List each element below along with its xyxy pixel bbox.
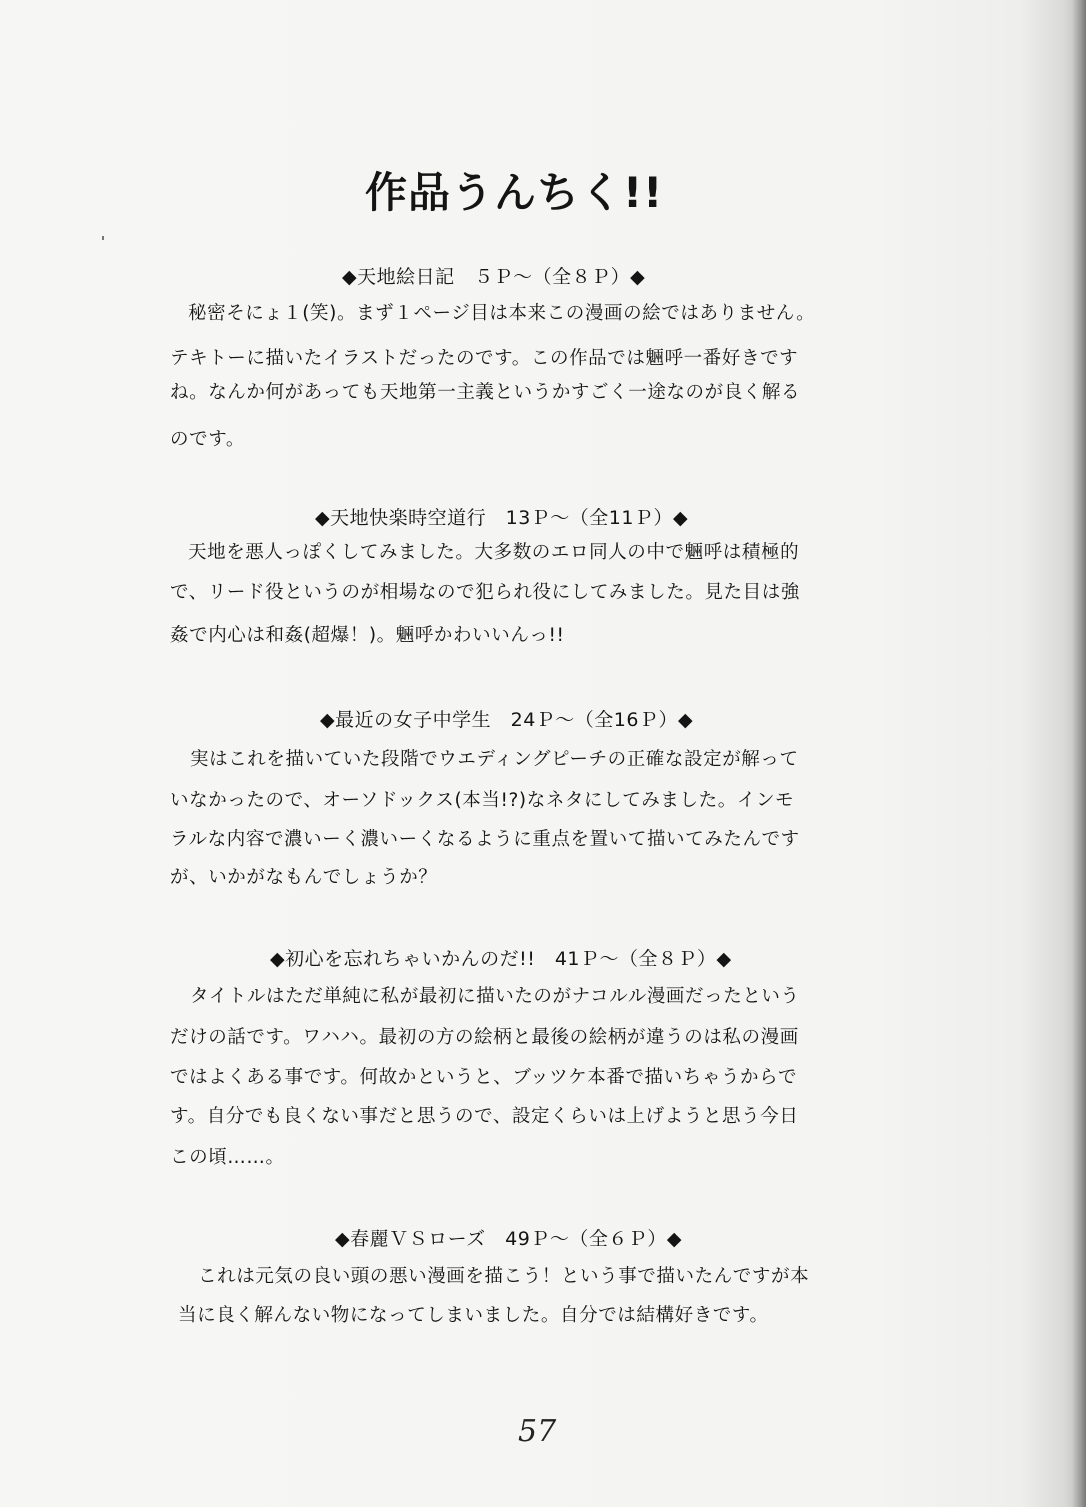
section-paragraph-line: 天地を悪人っぽくしてみました。大多数のエロ同人の中で魎呼は積極的 xyxy=(188,542,800,563)
scan-speck xyxy=(102,236,104,240)
section-heading: ◆天地快楽時空道行 13Ｐ～（全11Ｐ）◆ xyxy=(315,507,689,529)
section-paragraph-line: だけの話です。ワハハ。最初の方の絵柄と最後の絵柄が違うのは私の漫画 xyxy=(170,1027,799,1048)
section-paragraph-line: す。自分でも良くない事だと思うので、設定くらいは上げようと思う今日 xyxy=(170,1106,799,1127)
section-paragraph-line: この頃……。 xyxy=(170,1147,285,1168)
section-paragraph-line: のです。 xyxy=(170,429,245,450)
section-paragraph-line: ね。なんか何があっても天地第一主義というかすごく一途なのが良く解る xyxy=(170,382,801,403)
binding-shadow xyxy=(1072,0,1086,1507)
section-paragraph-line: タイトルはただ単純に私が最初に描いたのがナコルル漫画だったという xyxy=(190,986,800,1007)
section-paragraph-line: これは元気の良い頭の悪い漫画を描こう！という事で描いたんですが本 xyxy=(198,1266,810,1287)
section-paragraph-line: いなかったので、オーソドックス(本当!?)なネタにしてみました。インモ xyxy=(170,790,795,811)
section-heading: ◆天地絵日記 ５Ｐ～（全８Ｐ）◆ xyxy=(342,266,646,288)
section-paragraph-line: ラルな内容で濃いーく濃いーくなるように重点を置いて描いてみたんです xyxy=(170,829,800,850)
section-heading: ◆春麗ＶＳローズ 49Ｐ～（全６Ｐ）◆ xyxy=(335,1228,682,1250)
section-paragraph-line: で、リード役というのが相場なので犯られ役にしてみました。見た目は強 xyxy=(170,582,800,603)
section-paragraph-line: 当に良く解んない物になってしまいました。自分では結構好きです。 xyxy=(178,1305,769,1326)
page-number: 57 xyxy=(518,1414,557,1449)
section-heading: ◆最近の女子中学生 24Ｐ～（全16Ｐ）◆ xyxy=(320,709,694,731)
section-paragraph-line: 秘密そにょ１(笑)。まず１ページ目は本来この漫画の絵ではありません。 xyxy=(188,303,816,324)
section-heading: ◆初心を忘れちゃいかんのだ!! 41Ｐ～（全８Ｐ）◆ xyxy=(270,948,732,970)
section-paragraph-line: 姦で内心は和姦(超爆！)。魎呼かわいいんっ!! xyxy=(170,625,565,646)
section-paragraph-line: が、いかがなもんでしょうか？ xyxy=(170,867,438,888)
section-paragraph-line: テキトーに描いたイラストだったのです。この作品では魎呼一番好きです xyxy=(170,348,799,369)
section-paragraph-line: 実はこれを描いていた段階でウエディングピーチの正確な設定が解って xyxy=(190,749,799,770)
section-paragraph-line: ではよくある事です。何故かというと、ブッツケ本番で描いちゃうからで xyxy=(170,1067,798,1088)
page-title: 作品うんちく!! xyxy=(365,168,664,217)
